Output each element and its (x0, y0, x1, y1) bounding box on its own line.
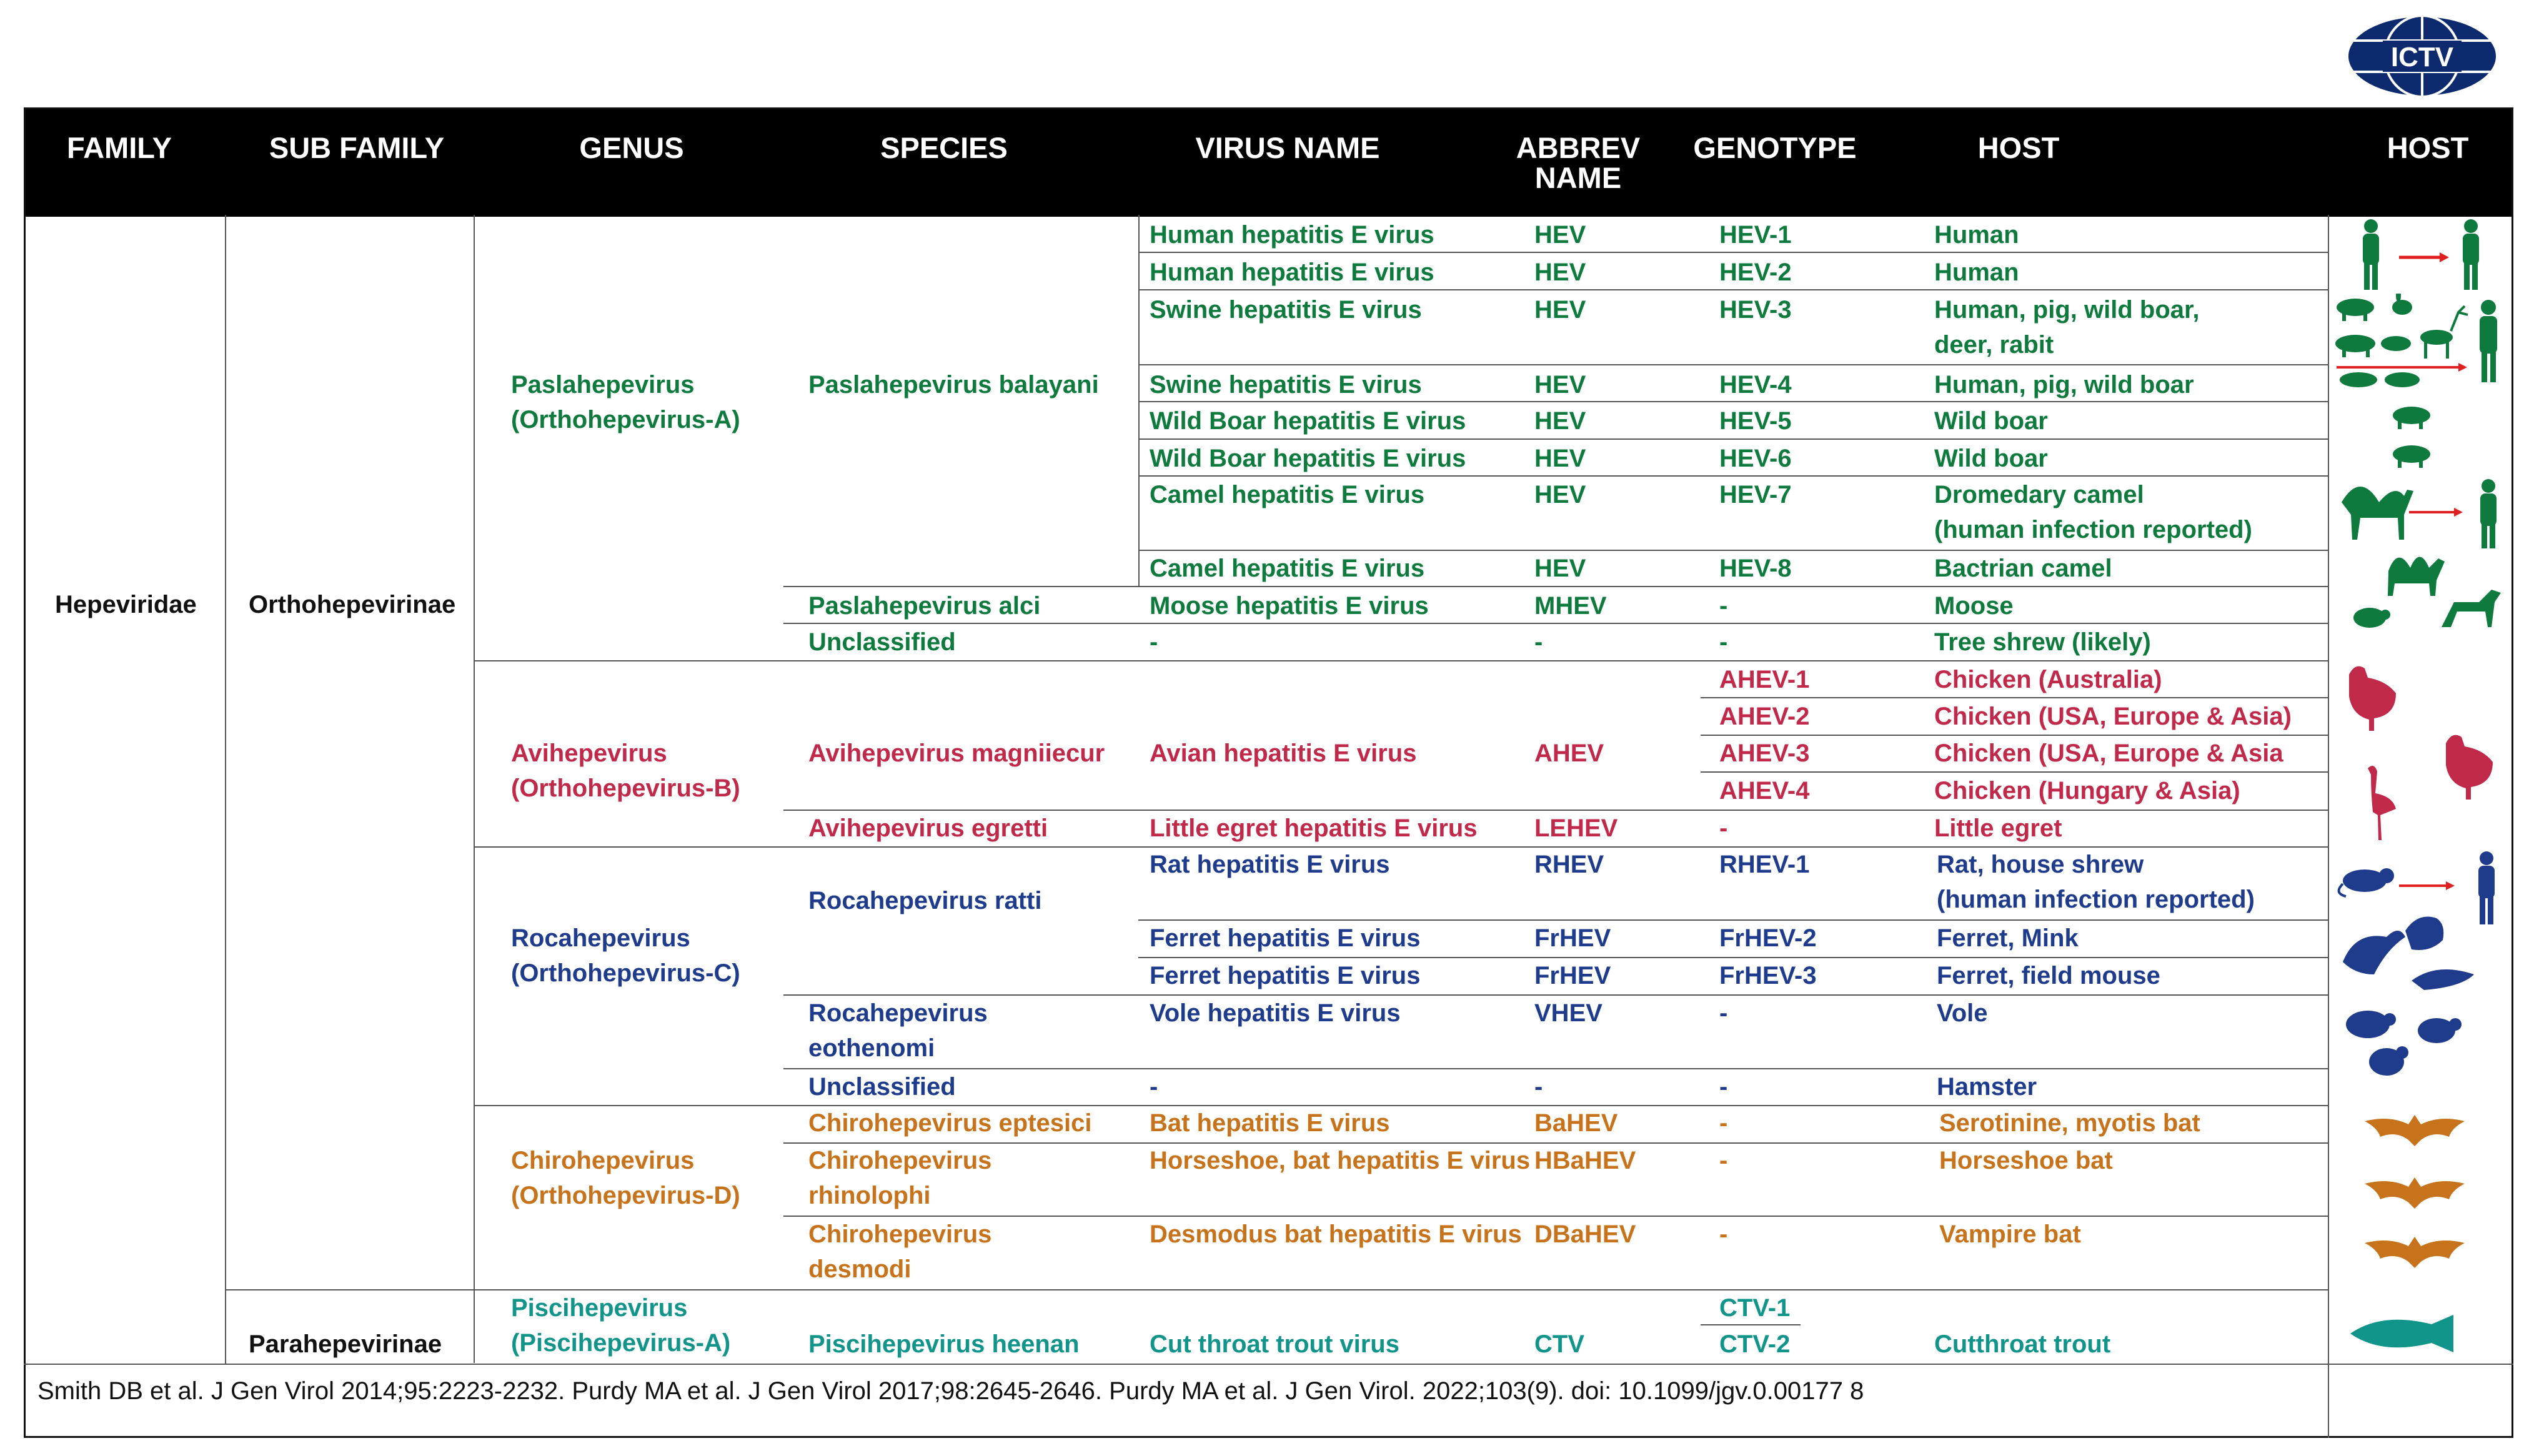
species-alci: Paslahepevirus alci (808, 592, 1041, 620)
host-line2: (human infection reported) (1934, 516, 2252, 543)
pig-deer-rabbit-icon (2333, 294, 2508, 400)
abbrev-name: CTV (1534, 1330, 1584, 1358)
host: Vole (1937, 999, 1988, 1027)
species-rhinolophi (808, 1143, 991, 1213)
header-species: SPECIES (880, 131, 1008, 164)
abbrev-name: HEV (1534, 259, 1586, 286)
virus-name: Moose hepatitis E virus (1150, 592, 1429, 620)
header-host-image: HOST (2387, 131, 2469, 164)
virus-name: Swine hepatitis E virus (1150, 296, 1422, 324)
abbrev-name: - (1534, 628, 1543, 656)
genotype: HEV-8 (1719, 555, 1792, 582)
genus-line2: (Orthohepevirus-C) (511, 959, 740, 987)
abbrev-name: HEV (1534, 296, 1586, 324)
genotype: - (1719, 1147, 1728, 1174)
species-line2: desmodi (808, 1255, 912, 1283)
genotype: FrHEV-2 (1719, 924, 1817, 952)
abbrev-name: HEV (1534, 371, 1586, 399)
virus-name: Desmodus bat hepatitis E virus (1150, 1221, 1522, 1248)
virus-name: Swine hepatitis E virus (1150, 371, 1422, 399)
host-line2: deer, rabit (1934, 331, 2054, 359)
genotype: HEV-4 (1719, 371, 1792, 399)
bat-icon (2358, 1109, 2471, 1284)
host: Tree shrew (likely) (1934, 628, 2151, 656)
host: Chicken (USA, Europe & Asia (1934, 740, 2283, 767)
species-line1: Rocahepevirus (808, 999, 988, 1027)
header-abbrev-name (1494, 133, 1662, 193)
genotype: - (1719, 815, 1728, 842)
host: Serotinine, myotis bat (1939, 1109, 2200, 1137)
genus-piscihepevirus (511, 1290, 730, 1360)
virus-name: Human hepatitis E virus (1150, 259, 1434, 286)
genotype: FrHEV-3 (1719, 962, 1817, 989)
virus-name: - (1150, 628, 1158, 656)
genus-avihepevirus (511, 736, 740, 806)
genotype: - (1719, 628, 1728, 656)
virus-name: Little egret hepatitis E virus (1150, 815, 1478, 842)
genus-paslahepevirus (511, 367, 740, 437)
genus-line1: Avihepevirus (511, 740, 667, 767)
species-balayani: Paslahepevirus balayani (808, 371, 1099, 399)
abbrev-name: HEV (1534, 445, 1586, 472)
abbrev-name: HEV (1534, 221, 1586, 249)
virus-name: Avian hepatitis E virus (1150, 740, 1417, 767)
host-line1: Rat, house shrew (1937, 851, 2144, 878)
abbrev-name: MHEV (1534, 592, 1607, 620)
species-line2: eothenomi (808, 1034, 935, 1062)
host: Human (1934, 221, 2019, 249)
header-genus: GENUS (579, 131, 684, 164)
species-magniiecur: Avihepevirus magniiecur (808, 740, 1105, 767)
genotype: HEV-3 (1719, 296, 1792, 324)
virus-name: Camel hepatitis E virus (1150, 481, 1425, 508)
virus-name: Ferret hepatitis E virus (1150, 924, 1421, 952)
abbrev-name: HEV (1534, 407, 1586, 435)
genotype: HEV-2 (1719, 259, 1792, 286)
species-eptesici: Chirohepevirus eptesici (808, 1109, 1092, 1137)
host: Bactrian camel (1934, 555, 2112, 582)
abbrev-name: VHEV (1534, 999, 1602, 1027)
host: Ferret, Mink (1937, 924, 2079, 952)
camel-moose-shrew-icon (2335, 477, 2510, 658)
abbrev-name: FrHEV (1534, 962, 1611, 989)
genotype: - (1719, 592, 1728, 620)
genotype: - (1719, 1221, 1728, 1248)
species-heenan: Piscihepevirus heenan (808, 1330, 1080, 1358)
species-unclassified-a: Unclassified (808, 628, 956, 656)
genus-chirohepevirus (511, 1143, 740, 1213)
genus-line1: Piscihepevirus (511, 1294, 688, 1322)
trout-icon (2344, 1305, 2482, 1362)
wild-boar-icon (2380, 403, 2443, 472)
genotype: HEV-6 (1719, 445, 1792, 472)
genotype: AHEV-1 (1719, 666, 1810, 693)
virus-name: Camel hepatitis E virus (1150, 555, 1425, 582)
host: Chicken (Australia) (1934, 666, 2162, 693)
family-name: Hepeviridae (55, 591, 197, 618)
species-unclassified-c: Unclassified (808, 1073, 956, 1101)
header-subfamily: SUB FAMILY (269, 131, 445, 164)
abbrev-name: HBaHEV (1534, 1147, 1636, 1174)
virus-name: Wild Boar hepatitis E virus (1150, 445, 1466, 472)
host-line1: Human, pig, wild boar, (1934, 296, 2200, 324)
host: Human, pig, wild boar (1934, 371, 2194, 399)
virus-name: Cut throat trout virus (1150, 1330, 1399, 1358)
abbrev-name: RHEV (1534, 851, 1604, 878)
genus-line2: (Orthohepevirus-A) (511, 406, 740, 433)
virus-name: Vole hepatitis E virus (1150, 999, 1401, 1027)
header-abbrev-line1: ABBREV (1516, 131, 1641, 164)
abbrev-name: LEHEV (1534, 815, 1618, 842)
genus-line1: Chirohepevirus (511, 1147, 695, 1174)
abbrev-name: HEV (1534, 481, 1586, 508)
genus-line1: Paslahepevirus (511, 371, 695, 399)
ictv-logo (2344, 12, 2500, 100)
table-header (26, 109, 2512, 217)
genotype: HEV-5 (1719, 407, 1792, 435)
subfamily-parahepevirinae: Parahepevirinae (249, 1330, 442, 1358)
genus-line2: (Piscihepevirus-A) (511, 1329, 731, 1357)
header-virus-name: VIRUS NAME (1195, 131, 1380, 164)
header-abbrev-line2: NAME (1534, 161, 1622, 194)
host: Chicken (USA, Europe & Asia) (1934, 703, 2292, 730)
citation-footer: Smith DB et al. J Gen Virol 2014;95:2223-2232. Purdy MA et al. J Gen Virol 2017;98:2645-2646. Purdy MA et al. J Gen Virol. 2022;103(9). doi: 10.1099/jgv.0.00177 8 (37, 1377, 1864, 1405)
host: Wild boar (1934, 407, 2048, 435)
species-line1: Chirohepevirus (808, 1221, 992, 1248)
host: Wild boar (1934, 445, 2048, 472)
host: Horseshoe bat (1939, 1147, 2113, 1174)
virus-name: Bat hepatitis E virus (1150, 1109, 1390, 1137)
genotype: HEV-7 (1719, 481, 1792, 508)
virus-name: - (1150, 1073, 1158, 1101)
genus-line1: Rocahepevirus (511, 924, 690, 952)
header-genotype: GENOTYPE (1693, 131, 1857, 164)
abbrev-name: FrHEV (1534, 924, 1611, 952)
virus-name: Ferret hepatitis E virus (1150, 962, 1421, 989)
genotype: HEV-1 (1719, 221, 1792, 249)
host (1934, 292, 2199, 362)
rat-ferret-vole-icon (2337, 849, 2505, 1087)
abbrev-name: - (1534, 1073, 1543, 1101)
host: Little egret (1934, 815, 2062, 842)
genus-line2: (Orthohepevirus-B) (511, 775, 740, 802)
genotype: AHEV-3 (1719, 740, 1810, 767)
genotype: AHEV-4 (1719, 777, 1810, 805)
genus-line2: (Orthohepevirus-D) (511, 1182, 740, 1209)
chicken-egret-icon (2337, 662, 2505, 843)
genotype: - (1719, 999, 1728, 1027)
host (1934, 477, 2252, 547)
abbrev-name: AHEV (1534, 740, 1604, 767)
header-host: HOST (1977, 131, 2060, 164)
host-line1: Dromedary camel (1934, 481, 2144, 508)
virus-name: Human hepatitis E virus (1150, 221, 1434, 249)
host-line2: (human infection reported) (1937, 886, 2255, 913)
host: Vampire bat (1939, 1221, 2081, 1248)
genotype: CTV-2 (1719, 1330, 1791, 1358)
genotype: CTV-1 (1719, 1294, 1791, 1322)
virus-name: Horseshoe, bat hepatitis E virus (1150, 1147, 1531, 1174)
genotype: - (1719, 1109, 1728, 1137)
host: Chicken (Hungary & Asia) (1934, 777, 2240, 805)
host: Hamster (1937, 1073, 2037, 1101)
species-desmodi (808, 1217, 991, 1287)
header-family: FAMILY (66, 131, 172, 164)
abbrev-name: BaHEV (1534, 1109, 1618, 1137)
genotype: AHEV-2 (1719, 703, 1810, 730)
genus-rocahepevirus (511, 921, 740, 991)
virus-name: Rat hepatitis E virus (1150, 851, 1390, 878)
species-ratti: Rocahepevirus ratti (808, 887, 1042, 914)
host: Ferret, field mouse (1937, 962, 2160, 989)
subfamily-orthohepevirinae: Orthohepevirinae (249, 591, 456, 618)
virus-name: Wild Boar hepatitis E virus (1150, 407, 1466, 435)
human-transmission-icon (2337, 219, 2505, 294)
species-line1: Chirohepevirus (808, 1147, 992, 1174)
abbrev-name: DBaHEV (1534, 1221, 1636, 1248)
species-line2: rhinolophi (808, 1182, 931, 1209)
host (1937, 847, 2255, 917)
logo-text: ICTV (2390, 42, 2454, 72)
genotype: RHEV-1 (1719, 851, 1810, 878)
species-eothenomi (808, 996, 988, 1066)
host: Cutthroat trout (1934, 1330, 2111, 1358)
abbrev-name: HEV (1534, 555, 1586, 582)
host: Moose (1934, 592, 2014, 620)
host: Human (1934, 259, 2019, 286)
genotype: - (1719, 1073, 1728, 1101)
species-egretti: Avihepevirus egretti (808, 815, 1048, 842)
